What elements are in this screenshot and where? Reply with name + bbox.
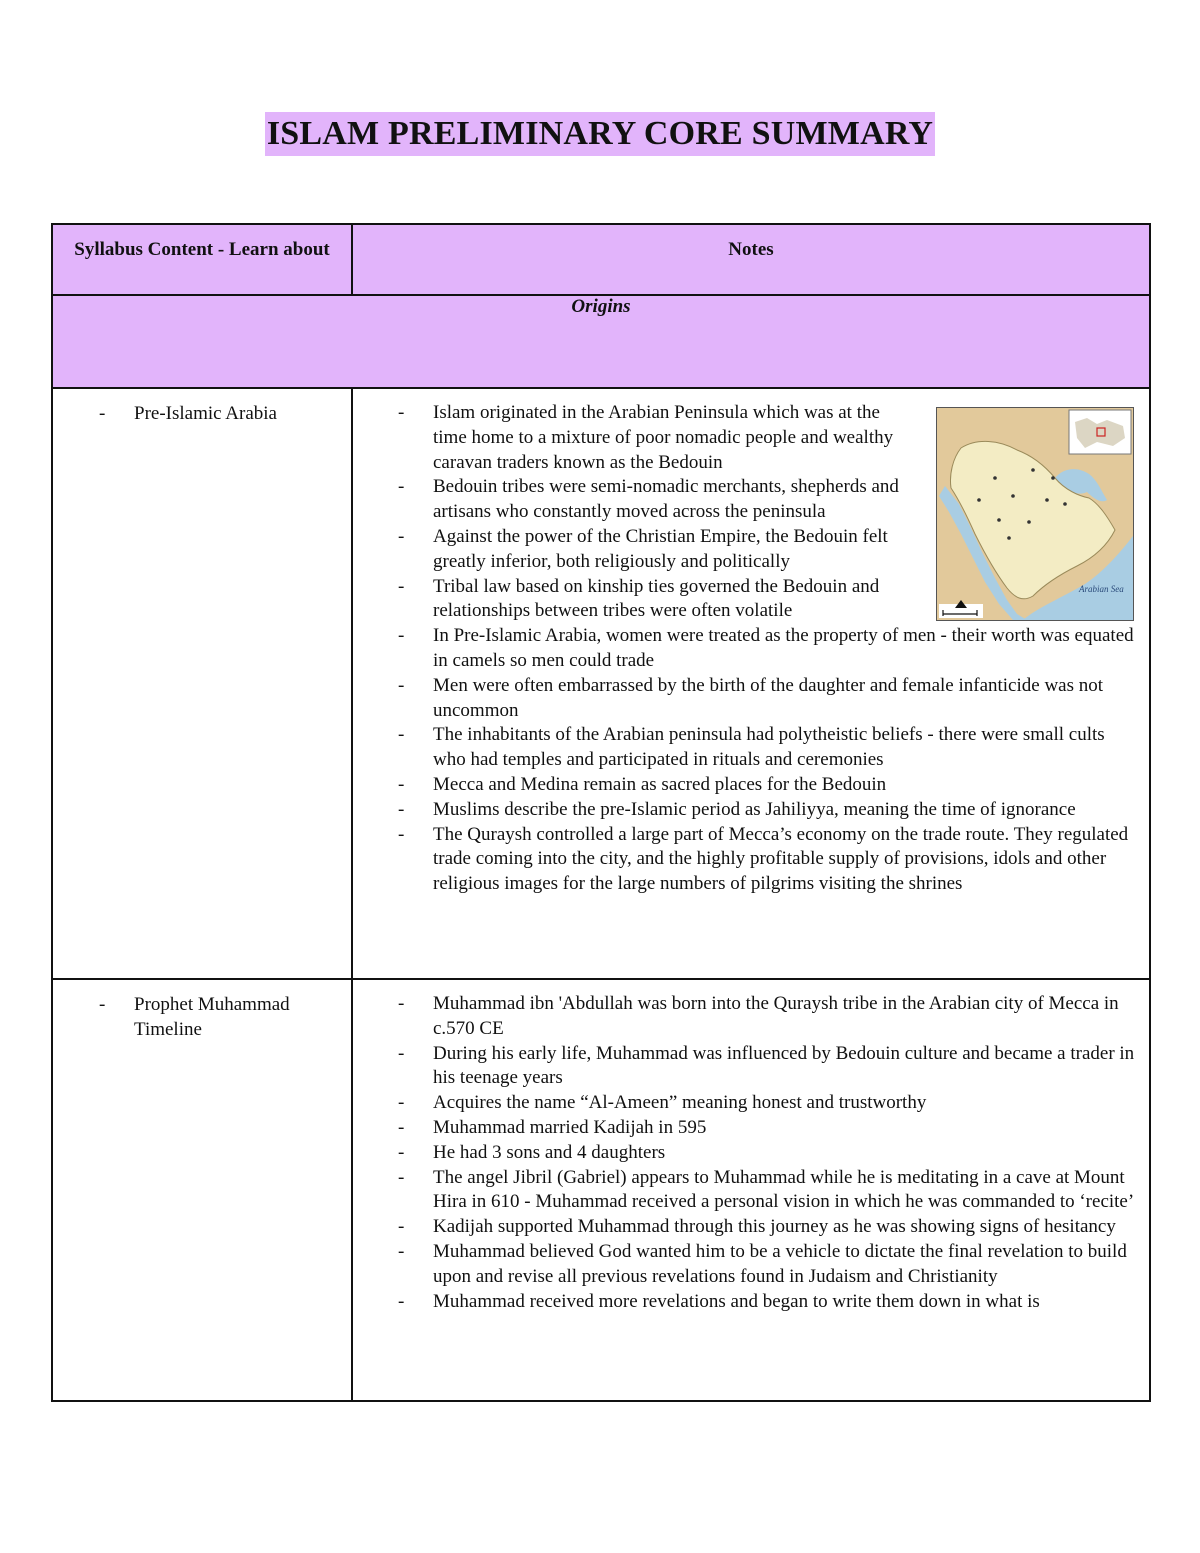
map-sea-label: Arabian Sea xyxy=(1079,584,1124,594)
bullet-dash: - xyxy=(398,773,405,795)
notes-list xyxy=(353,624,1137,897)
list-item xyxy=(353,773,1137,798)
header-syllabus-label: Syllabus Content - Learn about xyxy=(74,239,330,260)
note-text: The inhabitants of the Arabian peninsula had polytheistic beliefs - there were small cults who had temples and participated in rituals and ceremonies xyxy=(433,724,1105,771)
note-text: Muhammad received more revelations and began to write them down in what is xyxy=(433,1290,1040,1312)
notes-content xyxy=(353,389,1149,897)
bullet-dash: - xyxy=(398,1240,405,1262)
list-item xyxy=(353,624,1137,674)
note-text: Muhammad married Kadijah in 595 xyxy=(433,1116,707,1138)
topic-bullet: - xyxy=(99,994,106,1015)
list-item xyxy=(353,525,1137,575)
list-item xyxy=(353,1141,1137,1166)
topic-cell xyxy=(52,388,352,979)
table-row xyxy=(52,979,1150,1401)
note-text: Men were often embarrassed by the birth of the daughter and female infanticide was not uncommon xyxy=(433,674,1104,721)
note-text: Bedouin tribes were semi-nomadic merchants, shepherds and artisans who constantly moved across the peninsula xyxy=(433,476,899,523)
bullet-dash: - xyxy=(398,724,405,746)
list-item xyxy=(353,401,1137,475)
list-item xyxy=(353,1042,1137,1092)
note-text: The Quraysh controlled a large part of Mecca’s economy on the trade route. They regulated trade coming into the city, and the highly profitable supply of provisions, idols and other religious images for the large numbers of pilgrims visiting the shrines xyxy=(433,823,1129,895)
note-text: Tribal law based on kinship ties governed the Bedouin and relationships between tribes were often volatile xyxy=(433,575,880,622)
topic-pre-islamic-arabia: Pre-Islamic Arabia xyxy=(134,403,277,424)
header-syllabus-cell xyxy=(52,224,352,295)
note-text: Mecca and Medina remain as sacred places for the Bedouin xyxy=(433,773,887,795)
list-item xyxy=(353,798,1137,823)
bullet-dash: - xyxy=(398,575,405,597)
notes-content xyxy=(353,980,1149,1314)
table-header-row xyxy=(52,224,1150,295)
list-item xyxy=(353,823,1137,897)
section-row xyxy=(52,295,1150,388)
table-row xyxy=(52,388,1150,979)
topic-prophet-muhammad-timeline: Prophet Muhammad Timeline xyxy=(134,994,290,1040)
bullet-dash: - xyxy=(398,1116,405,1138)
list-item xyxy=(353,1116,1137,1141)
note-text: Islam originated in the Arabian Peninsula which was at the time home to a mixture of poor nomadic people and wealthy caravan traders known as the Bedouin xyxy=(433,402,894,473)
bullet-dash: - xyxy=(398,402,405,423)
note-text: In Pre-Islamic Arabia, women were treated as the property of men - their worth was equated in camels so men could trade xyxy=(433,625,1134,671)
header-notes-cell xyxy=(352,224,1150,295)
note-text: Kadijah supported Muhammad through this journey as he was showing signs of hesitancy xyxy=(433,1216,1116,1238)
bullet-dash: - xyxy=(398,1141,405,1163)
list-item xyxy=(353,992,1137,1042)
bullet-dash: - xyxy=(398,525,405,547)
title-container xyxy=(0,112,1200,156)
page-title: ISLAM PRELIMINARY CORE SUMMARY xyxy=(265,112,935,156)
list-item xyxy=(353,475,1137,525)
list-item xyxy=(353,1240,1137,1290)
note-text: Against the power of the Christian Empire, the Bedouin felt greatly inferior, both religiously and politically xyxy=(433,525,888,572)
bullet-dash: - xyxy=(398,1042,405,1064)
list-item xyxy=(353,1215,1137,1240)
topic-bullet: - xyxy=(99,403,106,424)
note-text: During his early life, Muhammad was influenced by Bedouin culture and became a trader in his teenage years xyxy=(433,1042,1135,1089)
list-item xyxy=(353,1290,1137,1315)
section-origins-heading: Origins xyxy=(52,295,1150,388)
bullet-dash: - xyxy=(398,1166,405,1188)
bullet-dash: - xyxy=(398,476,405,498)
bullet-dash: - xyxy=(398,625,405,647)
note-text: Muslims describe the pre-Islamic period as Jahiliyya, meaning the time of ignorance xyxy=(433,798,1076,820)
list-item xyxy=(353,575,1137,625)
bullet-dash: - xyxy=(398,1092,405,1114)
notes-cell xyxy=(352,388,1150,979)
bullet-dash: - xyxy=(398,823,405,845)
topic-cell xyxy=(52,979,352,1401)
bullet-dash: - xyxy=(398,798,405,820)
notes-cell xyxy=(352,979,1150,1401)
topic-item xyxy=(53,980,351,1042)
note-text: Muhammad believed God wanted him to be a vehicle to dictate the final revelation to build upon and revise all previous revelations found in Judaism and Christianity xyxy=(433,1240,1127,1287)
bullet-dash: - xyxy=(398,674,405,696)
header-notes-label: Notes xyxy=(728,239,774,260)
note-text: The angel Jibril (Gabriel) appears to Muhammad while he is meditating in a cave at Mount Hira in 610 - Muhammad received a personal vision in which he was commanded to ‘recite’ xyxy=(433,1166,1135,1213)
list-item xyxy=(353,1166,1137,1216)
bullet-dash: - xyxy=(398,993,405,1014)
note-text: Muhammad ibn 'Abdullah was born into the Quraysh tribe in the Arabian city of Mecca in c.570 CE xyxy=(433,993,1119,1039)
list-item xyxy=(353,1091,1137,1116)
summary-table xyxy=(51,223,1151,1402)
notes-list-narrow xyxy=(353,401,1137,624)
bullet-dash: - xyxy=(398,1216,405,1238)
note-text: He had 3 sons and 4 daughters xyxy=(433,1141,666,1163)
notes-list xyxy=(353,992,1137,1314)
list-item xyxy=(353,723,1137,773)
list-item xyxy=(353,674,1137,724)
note-text: Acquires the name “Al-Ameen” meaning honest and trustworthy xyxy=(433,1092,927,1114)
bullet-dash: - xyxy=(398,1290,405,1312)
topic-item xyxy=(53,389,351,426)
